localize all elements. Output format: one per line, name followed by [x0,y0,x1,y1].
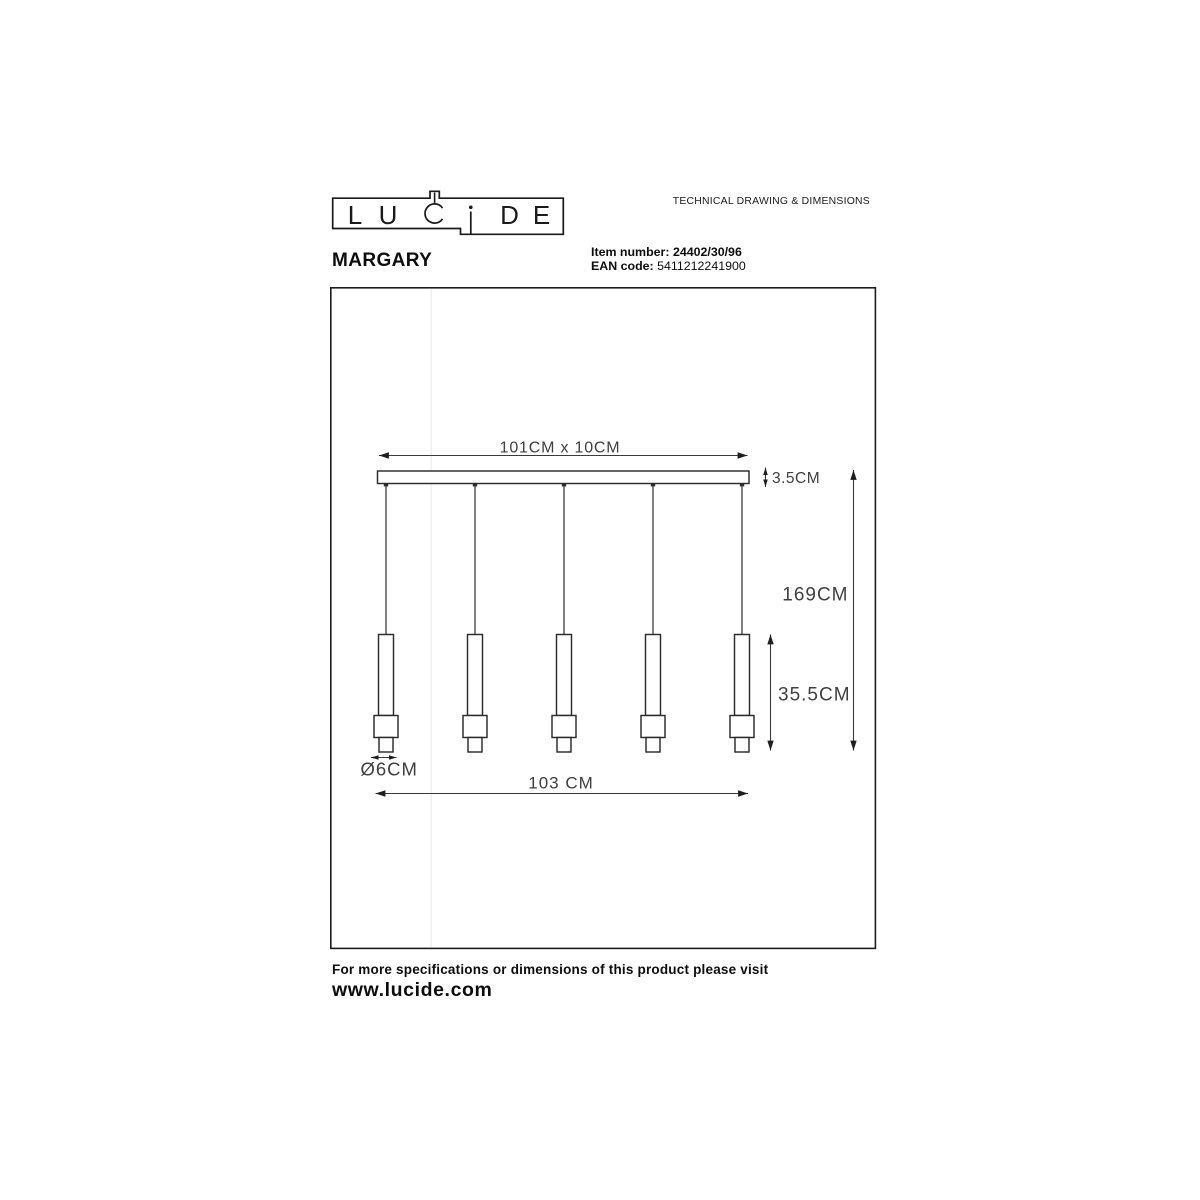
dimension-label-canopy: 101CM x 10CM [499,439,621,457]
ean-row [591,259,746,273]
dimension-label-canopy-height: 3.5CM [772,470,821,487]
brand-letter-i-dot [469,206,473,210]
dimension-label-max-drop: 169CM [782,584,849,606]
brand-letter-c-shape [425,204,444,223]
footer-url: www.lucide.com [332,979,493,1001]
brand-logo [325,183,575,241]
dimension-label-diameter: Ø6CM [360,758,418,780]
technical-drawing [328,285,878,953]
drawing-frame [331,288,876,949]
product-meta [591,245,746,273]
dimension-label-total-width: 103 CM [528,773,594,793]
document-title: TECHNICAL DRAWING & DIMENSIONS [672,196,870,207]
item-number-label: Item number: [591,245,670,259]
dimension-label-light-height: 35.5CM [778,684,851,706]
item-number-row [591,245,746,259]
footer-note: For more specifications or dimensions of this product please visit [332,962,769,977]
brand-letter-u: U [378,200,398,230]
brand-letter-e: E [532,200,551,230]
logo-box-outline [333,191,564,234]
brand-letter-d: D [500,200,519,230]
ean-label: EAN code: [591,259,654,273]
brand-letter-l: L [347,200,363,230]
product-name: MARGARY [332,250,433,271]
ean-value: 5411212241900 [657,259,746,273]
item-number-value: 24402/30/96 [672,245,742,259]
canopy-bar [378,471,750,484]
footer [332,962,768,1002]
